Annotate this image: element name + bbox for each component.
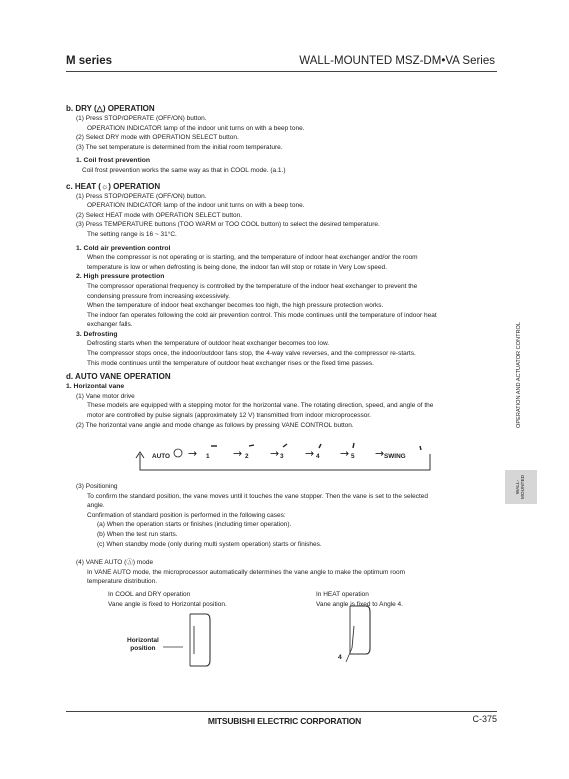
heat-title: c. HEAT (☼) OPERATION [66, 181, 161, 191]
vane-drive-text: These models are equipped with a stepping motor for the horizontal vane. The rotating direction, speed, and angle of the [87, 402, 434, 410]
heat-note-title: In HEAT operation [316, 591, 369, 598]
footer-divider [66, 711, 497, 712]
vane-step-swing: SWING [384, 453, 406, 460]
angle-4-label: 4 [338, 654, 342, 661]
svg-text:→: → [305, 447, 315, 460]
header-divider [66, 71, 497, 72]
vane-title: d. AUTO VANE OPERATION [66, 372, 171, 382]
cool-dry-note [108, 590, 227, 609]
dry-line: (3) The set temperature is determined from the initial room temperature. [76, 143, 283, 151]
vane-step-2: 2 [245, 453, 249, 460]
vane-drive-title: (1) Vane motor drive [76, 392, 135, 400]
vane-step-5: 5 [351, 453, 355, 460]
side-tab-wall-mounted [505, 470, 537, 504]
horizontal-vane-title: 1. Horizontal vane [66, 383, 125, 391]
vane-horizontal-illustration [180, 612, 220, 672]
footer-corporation: MITSUBISHI ELECTRIC CORPORATION [207, 716, 362, 726]
dry-line: (1) Press STOP/OPERATE (OFF/ON) button. [76, 115, 207, 122]
cool-dry-title: In COOL and DRY operation [108, 591, 191, 598]
high-pressure-text: The compressor operational frequency is controlled by the temperature of the indoor heat exchanger to prevent the [87, 282, 418, 290]
svg-text:→: → [188, 447, 198, 460]
positioning-text: Confirmation of standard position is performed in the following cases: [87, 511, 286, 519]
defrost-text: Defrosting starts when the temperature of outdoor heat exchanger becomes too low. [87, 340, 330, 348]
cool-dry-text: Vane angle is fixed to Horizontal position. [108, 600, 227, 608]
defrost-text: This mode continues until the temperature of outdoor heat exchanger rises or the fixed time passes. [87, 359, 374, 367]
vane-auto-title: (4) VANE AUTO (Ⓐ) mode [76, 559, 154, 567]
defrost-title: 3. Defrosting [76, 330, 118, 338]
side-section-text: OPERATION AND ACTUATOR CONTROL [516, 322, 522, 428]
main-content [66, 104, 506, 430]
heat-note-text: Vane angle is fixed to Angle 4. [316, 600, 403, 608]
svg-text:→: → [233, 447, 243, 460]
vane-mode-line: (2) The horizontal vane angle and mode change as follows by pressing VANE CONTROL button. [76, 421, 354, 429]
positioning-case: (c) When standby mode (only during multi system operation) starts or finishes. [97, 540, 322, 548]
positioning-case: (a) When the operation starts or finishes (including timer operation). [97, 521, 292, 529]
positioning-text: angle. [87, 502, 105, 510]
svg-text:→: → [375, 447, 385, 460]
high-pressure-title: 2. High pressure protection [76, 273, 165, 281]
high-pressure-text: condensing pressure from increasing excessively. [87, 292, 230, 300]
dry-line: OPERATION INDICATOR lamp of the indoor unit turns on with a beep tone. [87, 124, 305, 132]
positioning-title: (3) Positioning [76, 483, 118, 490]
positioning-section [66, 482, 506, 587]
coil-frost-text: Coil frost prevention works the same way as that in COOL mode. (a.1.) [82, 166, 286, 174]
coil-frost-title: 1. Coil frost prevention [76, 157, 151, 165]
header-series: M series [66, 55, 113, 67]
horizontal-leader-line [163, 644, 183, 650]
heat-line: OPERATION INDICATOR lamp of the indoor unit turns on with a beep tone. [87, 202, 305, 210]
heat-line: (3) Press TEMPERATURE buttons (TOO WARM or TOO COOL button) to select the desired temperature. [76, 221, 380, 229]
side-section-label [508, 270, 530, 480]
high-pressure-text: exchanger falls. [87, 321, 133, 329]
dry-title: b. DRY (△) OPERATION [66, 104, 155, 113]
vane-angle4-illustration [340, 604, 380, 666]
svg-text:→: → [270, 447, 280, 460]
high-pressure-text: The indoor fan operates following the cold air prevention control. This mode continues until the temperature of indoor heat [87, 311, 437, 319]
vane-auto-text: temperature distribution. [87, 578, 158, 586]
horizontal-position-label: Horizontal position [127, 637, 159, 652]
vane-auto-text: In VANE AUTO mode, the microprocessor automatically determines the vane angle to make the optimum room [87, 568, 406, 576]
defrost-text: The compressor stops once, the indoor/outdoor fans stop, the 4-way valve reverses, and the compressor re-starts. [87, 350, 416, 358]
vane-step-3: 3 [280, 453, 284, 460]
heat-line: The setting range is 16 ~ 31°C. [87, 230, 177, 238]
dry-line: (2) Select DRY mode with OPERATION SELECT button. [76, 134, 239, 142]
vane-step-auto: AUTO [152, 453, 170, 460]
side-tab-text: WALL- MOUNTED [516, 474, 526, 500]
page-number: C-375 [472, 714, 497, 724]
cold-air-text: temperature is low or when defrosting is being done, the indoor fan will stop or rotate in Very Low speed. [87, 263, 387, 271]
heat-line: (1) Press STOP/OPERATE (OFF/ON) button. [76, 192, 207, 200]
high-pressure-text: When the temperature of indoor heat exchanger becomes too high, the high pressure protection works. [87, 302, 384, 310]
svg-text:→: → [340, 447, 350, 460]
vane-step-4: 4 [316, 453, 320, 460]
cold-air-title: 1. Cold air prevention control [76, 244, 171, 252]
heat-line: (2) Select HEAT mode with OPERATION SELECT button. [76, 211, 243, 219]
header-model: WALL-MOUNTED MSZ-DM•VA Series [299, 55, 495, 67]
positioning-text: To confirm the standard position, the vane moves until it touches the vane stopper. Then the vane is set to the selected [87, 492, 428, 500]
vane-step-1: 1 [206, 453, 210, 460]
vane-drive-text: motor are controlled by pulse signals (approximately 12 V) transmitted from indoor microprocessor. [87, 412, 371, 420]
cold-air-text: When the compressor is not operating or is starting, and the temperature of indoor heat exchanger and/or the room [87, 254, 418, 262]
positioning-case: (b) When the test run starts. [97, 530, 178, 538]
